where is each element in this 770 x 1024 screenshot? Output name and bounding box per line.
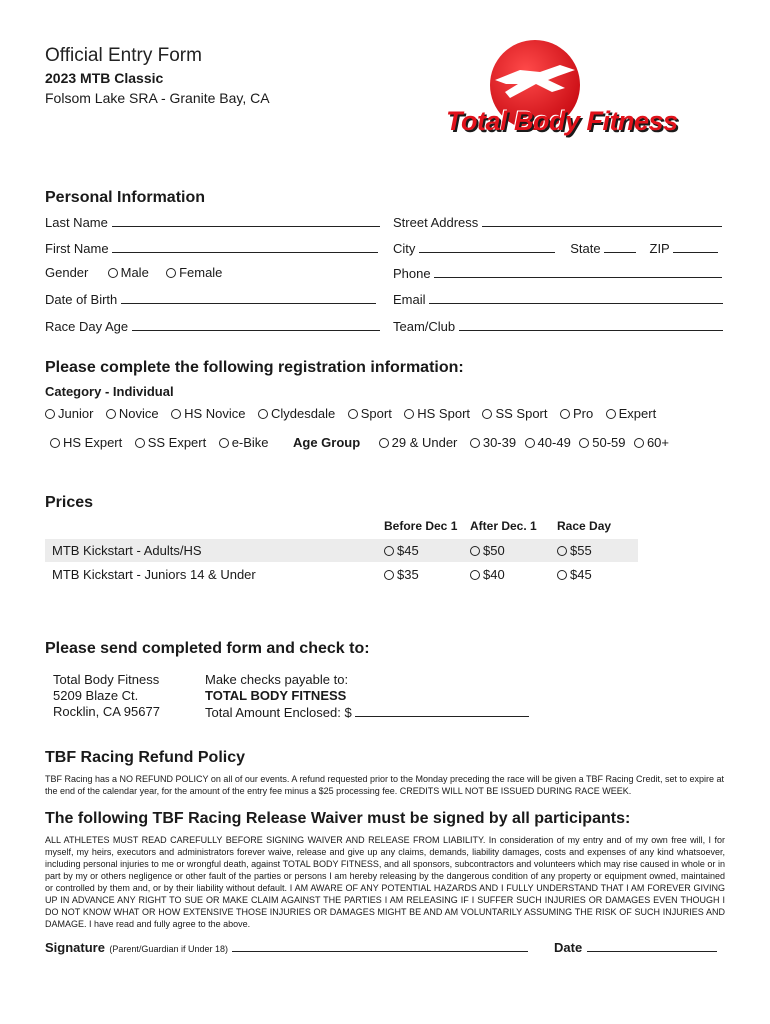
age-group-option[interactable]: 60+ bbox=[634, 435, 669, 450]
total-label: Total Amount Enclosed: $ bbox=[205, 705, 352, 720]
street-input[interactable] bbox=[482, 214, 722, 227]
age-group-option[interactable]: 29 & Under bbox=[379, 435, 458, 450]
price-option[interactable]: $50 bbox=[470, 543, 505, 558]
phone-label: Phone bbox=[393, 266, 431, 281]
radio-icon[interactable] bbox=[482, 409, 492, 419]
radio-icon[interactable] bbox=[45, 409, 55, 419]
race-age-label: Race Day Age bbox=[45, 319, 129, 334]
waiver-text: ALL ATHLETES MUST READ CAREFULLY BEFORE SIGNING WAIVER AND RELEASE FROM LIABILITY. In consideration of my entry and of my own free will, I for myself, my heirs, executors and administrators forever waive, release and give up any claims, demands, liability damages, costs and expenses of any kind whatsoever, including personal injuries to me or wrongful death, against TOTAL BODY FITNESS, and all sponsors, subcontractors and volunteers which may rise caused in whole or in part by my or others negligence or other fault of the parties or persons I am hereby releasing by the dangerous condition of any property or equipment owned, maintained or controlled by them and, or by their liability without default. I AM AWARE OF ANY POTENTIAL HAZARDS AND I FULLY UNDERSTAND THAT I AM FOREVER GIVING UP IN ADVANCE ANY RIGHT TO SUE OR MAKE CLAIM AGAINST THE PARTIES I AM RELEASING IF I SUFFER SUCH INJURIES OR DAMAGES EVEN THOUGH I DO NOT KNOW WHAT OR HOW EXTENSIVE THOSE INJURIES OR DAMAGES MIGHT BE AND AM VOLUNTARILY ASSUMING THE RISK OF SUCH INJURIES AND DAMAGE. I have read and fully agree to the above. bbox=[45, 835, 725, 929]
race-age-field bbox=[45, 318, 380, 334]
mailing-address bbox=[53, 672, 160, 720]
city-state-zip-field bbox=[393, 240, 718, 256]
date-field bbox=[554, 939, 717, 957]
price-row-label: MTB Kickstart - Juniors 14 & Under bbox=[52, 567, 256, 582]
email-field bbox=[393, 291, 723, 307]
radio-icon[interactable] bbox=[470, 570, 480, 580]
signature-note: (Parent/Guardian if Under 18) bbox=[109, 944, 228, 954]
category-option[interactable]: HS Expert bbox=[50, 435, 122, 450]
phone-field bbox=[393, 265, 722, 281]
prices-heading: Prices bbox=[45, 494, 94, 511]
team-field bbox=[393, 318, 723, 334]
radio-icon[interactable] bbox=[379, 438, 389, 448]
category-row-1 bbox=[45, 405, 656, 423]
category-option[interactable]: Novice bbox=[106, 406, 159, 421]
event-location: Folsom Lake SRA - Granite Bay, CA bbox=[45, 90, 270, 106]
radio-icon[interactable] bbox=[108, 268, 118, 278]
radio-icon[interactable] bbox=[606, 409, 616, 419]
radio-icon[interactable] bbox=[470, 438, 480, 448]
radio-icon[interactable] bbox=[171, 409, 181, 419]
city-input[interactable] bbox=[419, 240, 555, 253]
race-age-input[interactable] bbox=[132, 318, 380, 331]
date-input[interactable] bbox=[587, 939, 717, 952]
first-name-input[interactable] bbox=[112, 240, 378, 253]
waiver-heading: The following TBF Racing Release Waiver must be signed by all participants: bbox=[45, 810, 631, 827]
gender-female-option[interactable]: Female bbox=[166, 265, 222, 280]
category-option[interactable]: HS Novice bbox=[171, 406, 245, 421]
first-name-label: First Name bbox=[45, 241, 109, 256]
dob-input[interactable] bbox=[121, 291, 376, 304]
dob-field bbox=[45, 291, 376, 307]
price-option[interactable]: $35 bbox=[384, 567, 419, 582]
radio-icon[interactable] bbox=[50, 438, 60, 448]
signature-label: Signature bbox=[45, 940, 105, 955]
radio-icon[interactable] bbox=[404, 409, 414, 419]
age-group-option[interactable]: 40-49 bbox=[525, 435, 571, 450]
dob-label: Date of Birth bbox=[45, 292, 118, 307]
category-option[interactable]: Clydesdale bbox=[258, 406, 335, 421]
payable-name: TOTAL BODY FITNESS bbox=[205, 688, 347, 703]
date-label: Date bbox=[554, 940, 583, 955]
gender-male-option[interactable]: Male bbox=[108, 265, 149, 280]
radio-icon[interactable] bbox=[384, 546, 394, 556]
price-col-header: Before Dec 1 bbox=[384, 519, 458, 533]
last-name-input[interactable] bbox=[112, 214, 380, 227]
radio-icon[interactable] bbox=[470, 546, 480, 556]
signature-input[interactable] bbox=[232, 939, 528, 952]
gender-label: Gender bbox=[45, 265, 89, 280]
last-name-label: Last Name bbox=[45, 215, 108, 230]
event-name: 2023 MTB Classic bbox=[45, 70, 164, 86]
radio-icon[interactable] bbox=[557, 570, 567, 580]
radio-icon[interactable] bbox=[634, 438, 644, 448]
age-group-option[interactable]: 50-59 bbox=[579, 435, 625, 450]
category-row-2 bbox=[50, 434, 669, 452]
send-heading: Please send completed form and check to: bbox=[45, 640, 370, 657]
first-name-field bbox=[45, 240, 378, 256]
radio-icon[interactable] bbox=[348, 409, 358, 419]
gender-field bbox=[45, 265, 222, 280]
radio-icon[interactable] bbox=[525, 438, 535, 448]
email-label: Email bbox=[393, 292, 426, 307]
city-label: City bbox=[393, 241, 416, 256]
state-label: State bbox=[570, 241, 601, 256]
category-option[interactable]: Sport bbox=[348, 406, 392, 421]
price-option[interactable]: $40 bbox=[470, 567, 505, 582]
category-option[interactable]: HS Sport bbox=[404, 406, 470, 421]
team-input[interactable] bbox=[459, 318, 723, 331]
logo bbox=[440, 40, 730, 150]
zip-input[interactable] bbox=[673, 240, 718, 253]
payment-info bbox=[205, 672, 529, 721]
radio-icon[interactable] bbox=[166, 268, 176, 278]
category-option[interactable]: SS Sport bbox=[482, 406, 547, 421]
zip-label: ZIP bbox=[649, 241, 670, 256]
form-title: Official Entry Form bbox=[45, 45, 202, 66]
radio-icon[interactable] bbox=[557, 546, 567, 556]
radio-icon[interactable] bbox=[258, 409, 268, 419]
team-label: Team/Club bbox=[393, 319, 456, 334]
personal-heading: Personal Information bbox=[45, 189, 206, 206]
radio-icon[interactable] bbox=[106, 409, 116, 419]
radio-icon[interactable] bbox=[219, 438, 229, 448]
address-line: 5209 Blaze Ct. bbox=[53, 688, 139, 703]
category-option[interactable]: SS Expert bbox=[135, 435, 207, 450]
total-input[interactable] bbox=[355, 704, 529, 717]
address-line: Total Body Fitness bbox=[53, 672, 160, 687]
category-option[interactable]: Pro bbox=[560, 406, 593, 421]
payable-label: Make checks payable to: bbox=[205, 672, 349, 687]
category-label: Category - Individual bbox=[45, 384, 174, 399]
refund-text: TBF Racing has a NO REFUND POLICY on all of our events. A refund requested prior to the Monday preceding the race will be given a TBF Racing Credit, set to expire at the end of the calendar year, for the amount of the entry fee minus a $25 processing fee. CREDITS WILL NOT BE ISSUED DURING RACE WEEK. bbox=[45, 774, 725, 796]
address-line: Rocklin, CA 95677 bbox=[53, 704, 160, 719]
registration-heading: Please complete the following registration information: bbox=[45, 359, 464, 376]
refund-heading: TBF Racing Refund Policy bbox=[45, 749, 246, 766]
email-input[interactable] bbox=[429, 291, 723, 304]
age-group-option[interactable]: 30-39 bbox=[470, 435, 516, 450]
state-input[interactable] bbox=[604, 240, 636, 253]
price-col-header: Race Day bbox=[557, 519, 612, 533]
age-group-label: Age Group bbox=[293, 435, 361, 450]
price-col-header: After Dec. 1 bbox=[470, 519, 537, 533]
radio-icon[interactable] bbox=[135, 438, 145, 448]
street-label: Street Address bbox=[393, 215, 479, 230]
last-name-field bbox=[45, 214, 380, 230]
radio-icon[interactable] bbox=[579, 438, 589, 448]
price-row-label: MTB Kickstart - Adults/HS bbox=[52, 543, 202, 558]
total-field bbox=[205, 704, 529, 721]
price-option[interactable]: $55 bbox=[557, 543, 592, 558]
category-option[interactable]: Expert bbox=[606, 406, 657, 421]
logo-text: Total Body Fitness bbox=[446, 106, 678, 136]
radio-icon[interactable] bbox=[384, 570, 394, 580]
street-field bbox=[393, 214, 722, 230]
radio-icon[interactable] bbox=[560, 409, 570, 419]
signature-field bbox=[45, 939, 528, 957]
category-option[interactable]: Junior bbox=[45, 406, 93, 421]
price-option[interactable]: $45 bbox=[384, 543, 419, 558]
price-option[interactable]: $45 bbox=[557, 567, 592, 582]
phone-input[interactable] bbox=[434, 265, 722, 278]
category-option[interactable]: e-Bike bbox=[219, 435, 269, 450]
